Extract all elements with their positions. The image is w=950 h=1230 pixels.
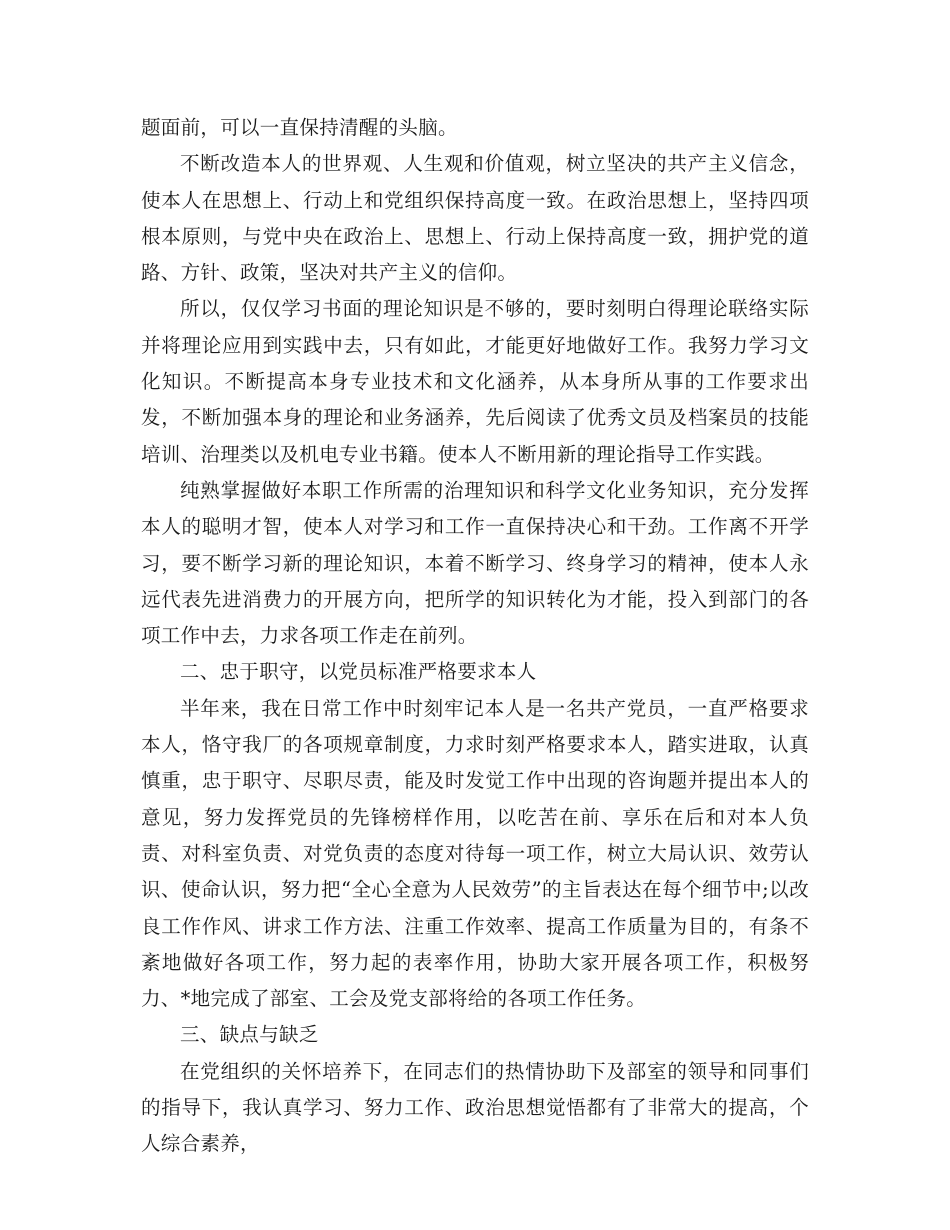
- paragraph-theory-practice: 所以，仅仅学习书面的理论知识是不够的，要时刻明白得理论联络实际并将理论应用到实践中去，只有如此，才能更好地做好工作。我努力学习文化知识。不断提高本身专业技术和文化涵养，从本身所从事的工作要求出发，不断加强本身的理论和业务涵养，先后阅读了优秀文员及档案员的技能培训、治理类以及机电专业书籍。使本人不断用新的理论指导工作实践。: [141, 297, 809, 466]
- paragraph-duty: 半年来，我在日常工作中时刻牢记本人是一名共产党员，一直严格要求本人，恪守我厂的各项规章制度，力求时刻严格要求本人，踏实进取，认真慎重，忠于职守、尽职尽责，能及时发觉工作中出现的咨询题并提出本人的意见，努力发挥党员的先锋榜样作用，以吃苦在前、享乐在后和对本人负责、对科室负责、对党负责的态度对待每一项工作，树立大局认识、效劳认识、使命认识，努力把“全心全意为人民效劳”的主旨表达在每个细节中;以改良工作作风、讲求工作方法、注重工作效率、提高工作质量为目的，有条不紊地做好各项工作，努力起的表率作用，协助大家开展各项工作，积极努力、*地完成了部室、工会及党支部将给的各项工作任务。: [141, 696, 809, 1011]
- paragraph-worldview: 不断改造本人的世界观、人生观和价值观，树立坚决的共产主义信念，使本人在思想上、行动上和党组织保持高度一致。在政治思想上，坚持四项根本原则，与党中央在政治上、思想上、行动上保持高度一致，拥护党的道路、方针、政策，坚决对共产主义的信仰。: [141, 152, 809, 285]
- section-heading-2: 二、忠于职守，以党员标准严格要求本人: [180, 660, 537, 684]
- paragraph-continuation: 题面前，可以一直保持清醒的头脑。: [141, 116, 458, 139]
- paragraph-knowledge: 纯熟掌握做好本职工作所需的治理知识和科学文化业务知识，充分发挥本人的聪明才智，使本人对学习和工作一直保持决心和干劲。工作离不开学习，要不断学习新的理论知识，本着不断学习、终身学习的精神，使本人永远代表先进消费力的开展方向，把所学的知识转化为才能，投入到部门的各项工作中去，力求各项工作走在前列。: [141, 478, 809, 648]
- document-body: [141, 110, 809, 1163]
- paragraph-shortcomings: 在党组织的关怀培养下，在同志们的热情协助下及部室的领导和同事们的指导下，我认真学习、努力工作、政治思想觉悟都有了非常大的提高，个人综合素养，: [141, 1059, 809, 1156]
- section-heading-3: 三、缺点与缺乏: [180, 1023, 319, 1047]
